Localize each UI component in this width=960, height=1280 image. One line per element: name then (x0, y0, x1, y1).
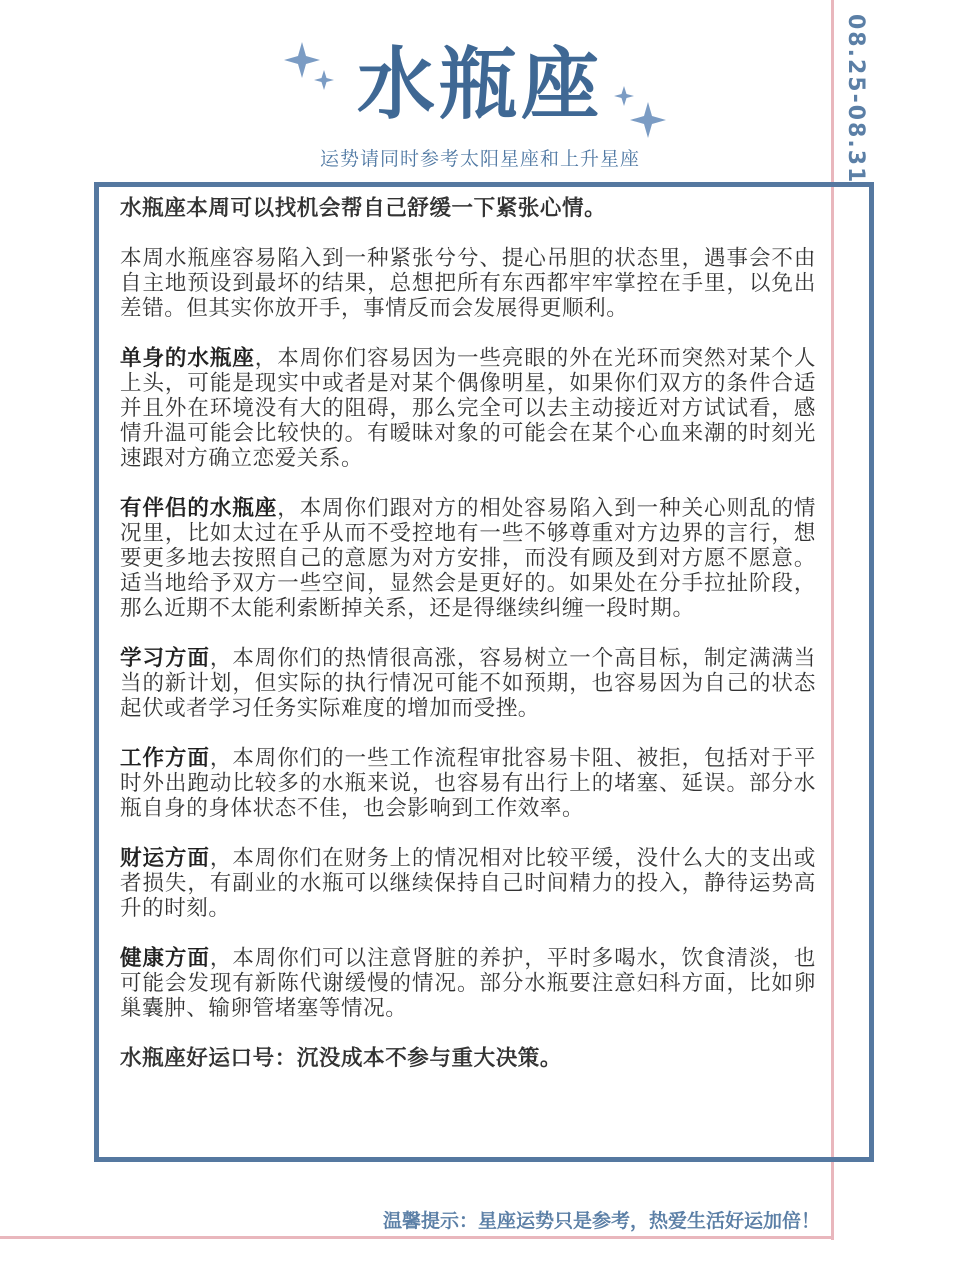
couple-text: ，本周你们跟对方的相处容易陷入到一种关心则乱的情况里，比如太过在乎从而不受控地有一些不够尊重对方边界的言行，想要更多地去按照自己的意愿为对方安排，而没有顾及到对方愿不愿意。适当地给予双方一些空间，显然会是更好的。如果处在分手拉扯阶段，那么近期不太能利索断掉关系，还是得继续纠缠一段时期。 (120, 496, 817, 621)
pink-horizontal-line (0, 1236, 834, 1239)
page-title: 水瓶座 (356, 40, 603, 130)
intro-paragraph: 水瓶座本周可以找机会帮自己舒缓一下紧张心情。 (120, 196, 607, 221)
slogan-paragraph: 水瓶座好运口号：沉没成本不参与重大决策。 (120, 1046, 563, 1071)
couple-paragraph (120, 496, 816, 621)
work-text: ，本周你们的一些工作流程审批容易卡阻、被拒，包括对于平时外出跑动比较多的水瓶来说，也容易有出行上的堵塞、延误。部分水瓶自身的身体状态不佳，也会影响到工作效率。 (120, 746, 817, 821)
single-text: ，本周你们容易因为一些亮眼的外在光环而突然对某个人上头，可能是现实中或者是对某个偶像明星，如果你们双方的条件合适并且外在环境没有大的阻碍，那么完全可以去主动接近对方试试看，感情升温可能会比较快的。有暧昧对象的可能会在某个心血来潮的时刻光速跟对方确立恋爱关系。 (120, 346, 816, 471)
study-label: 学习方面 (120, 646, 210, 671)
footer-tip: 温馨提示：星座运势只是参考，热爱生活好运加倍！ (382, 1210, 820, 1232)
couple-label: 有伴侣的水瓶座 (120, 496, 278, 521)
page-subtitle: 运势请同时参考太阳星座和上升星座 (319, 148, 640, 170)
horoscope-body (120, 196, 816, 1096)
date-range: 08.25-08.31 (843, 14, 868, 185)
single-label: 单身的水瓶座 (120, 346, 255, 371)
study-paragraph (120, 646, 816, 721)
overview-paragraph: 本周水瓶座容易陷入到一种紧张兮兮、提心吊胆的状态里，遇事会不由自主地预设到最坏的结果，总想把所有东西都牢牢掌控在手里，以免出差错。但其实你放开手，事情反而会发展得更顺利。 (120, 246, 816, 321)
health-label: 健康方面 (120, 946, 210, 971)
work-label: 工作方面 (120, 746, 210, 771)
study-text: ，本周你们的热情很高涨，容易树立一个高目标，制定满满当当的新计划，但实际的执行情况可能不如预期，也容易因为自己的状态起伏或者学习任务实际难度的增加而受挫。 (120, 646, 817, 721)
wealth-label: 财运方面 (120, 846, 210, 871)
single-paragraph (120, 346, 816, 471)
work-paragraph (120, 746, 816, 821)
wealth-text: ，本周你们在财务上的情况相对比较平缓，没什么大的支出或者损失，有副业的水瓶可以继续保持自己时间精力的投入，静待运势高升的时刻。 (120, 846, 817, 921)
wealth-paragraph (120, 846, 816, 921)
health-paragraph (120, 946, 816, 1021)
health-text: ，本周你们可以注意肾脏的养护，平时多喝水，饮食清淡，也可能会发现有新陈代谢缓慢的情况。部分水瓶要注意妇科方面，比如卵巢囊肿、输卵管堵塞等情况。 (120, 946, 817, 1021)
